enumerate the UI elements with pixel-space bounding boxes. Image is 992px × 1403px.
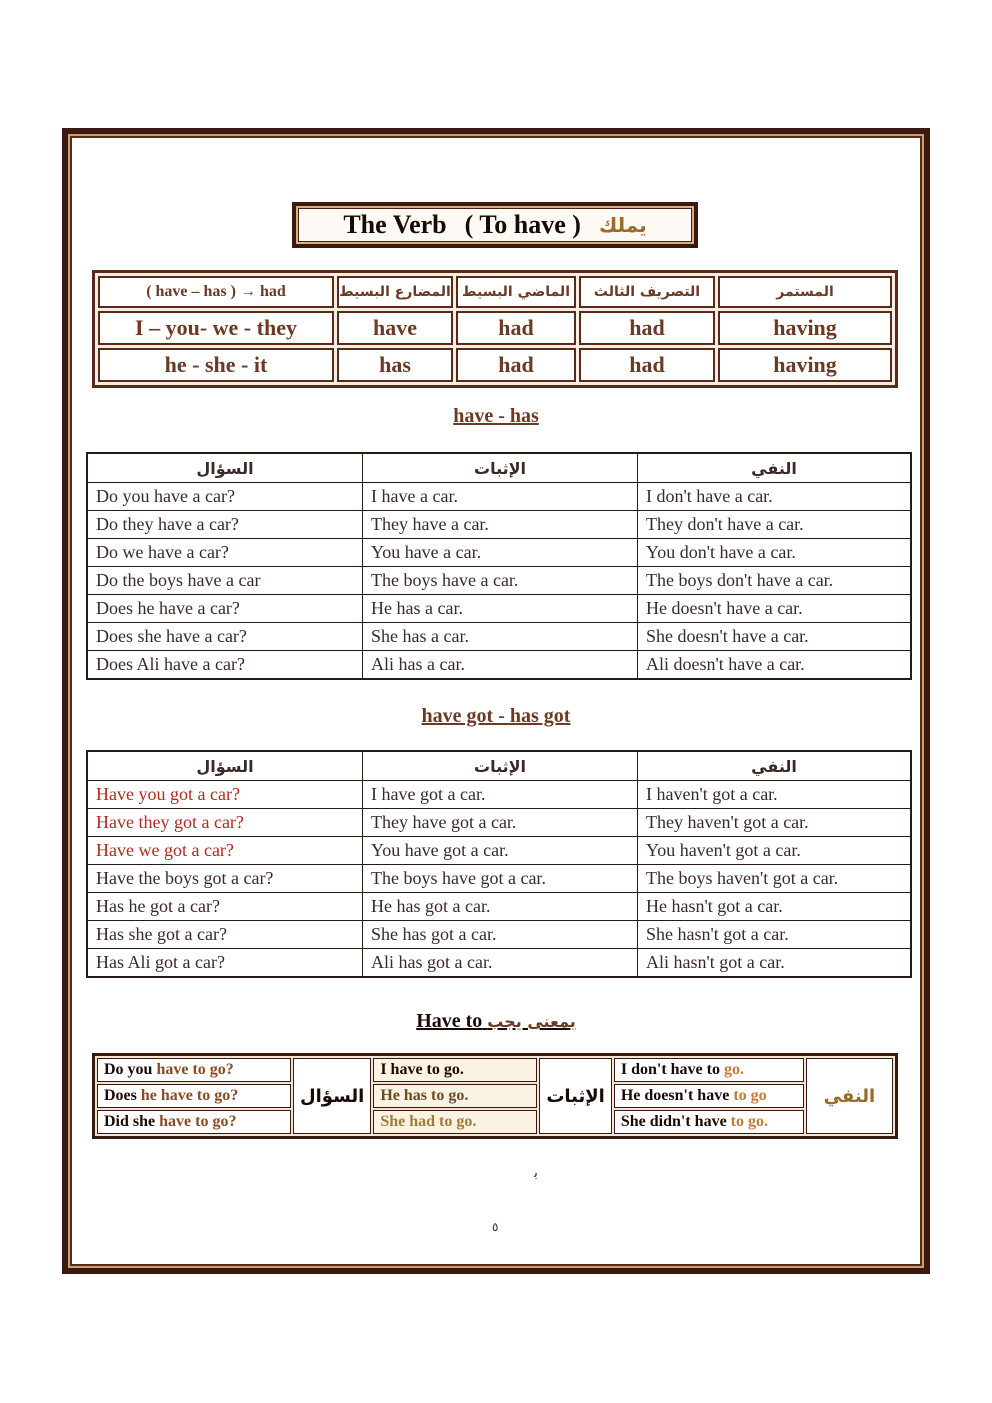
negative-cell: Ali doesn't have a car. <box>638 651 912 680</box>
section3-title <box>396 1010 596 1033</box>
title-paren: ( To have ) <box>464 210 581 239</box>
affirmative-cell: He has to go. <box>373 1084 537 1108</box>
affirmative-cell: I have got a car. <box>363 781 638 809</box>
conj-header-forms: ( have – has ) → had <box>98 276 334 308</box>
conj-participle: had <box>579 311 715 345</box>
header-question: السؤال <box>87 751 363 781</box>
conjugation-row <box>98 348 892 382</box>
conj-present: have <box>337 311 453 345</box>
table-row <box>87 865 911 893</box>
table-row <box>87 623 911 651</box>
negative-cell: The boys haven't got a car. <box>638 865 912 893</box>
affirmative-cell: They have a car. <box>363 511 638 539</box>
question-cell: Have the boys got a car? <box>87 865 363 893</box>
title-arabic: يملك <box>598 213 647 237</box>
section3-title-english: Have to <box>416 1010 483 1032</box>
table-row <box>87 567 911 595</box>
affirmative-cell: You have a car. <box>363 539 638 567</box>
affirmative-cell: She had to go. <box>373 1110 537 1134</box>
have-got-table <box>86 750 912 978</box>
conj-present: has <box>337 348 453 382</box>
label-negative: النفي <box>806 1058 893 1134</box>
have-to-table <box>92 1053 898 1139</box>
table-row <box>97 1058 893 1082</box>
table-row <box>87 651 911 680</box>
conj-continuous: having <box>718 348 892 382</box>
question-cell: Have you got a car? <box>87 781 363 809</box>
conj-continuous: having <box>718 311 892 345</box>
conjugation-table <box>92 270 898 388</box>
section1-title: have - has <box>453 405 539 427</box>
page-number: ٥ <box>492 1220 499 1234</box>
affirmative-cell: I have to go. <box>373 1058 537 1082</box>
negative-cell: I haven't got a car. <box>638 781 912 809</box>
section3-title-arabic: بمعنى يجب <box>487 1012 576 1031</box>
conj-past: had <box>456 348 576 382</box>
question-cell: Does he have to go? <box>97 1084 291 1108</box>
affirmative-cell: I have a car. <box>363 483 638 511</box>
question-cell: Do you have to go? <box>97 1058 291 1082</box>
affirmative-cell: Ali has a car. <box>363 651 638 680</box>
question-cell: Has Ali got a car? <box>87 949 363 978</box>
negative-cell: He doesn't have to go <box>614 1084 804 1108</box>
negative-cell: The boys don't have a car. <box>638 567 912 595</box>
table-row <box>97 1110 893 1134</box>
negative-cell: She hasn't got a car. <box>638 921 912 949</box>
table-row <box>87 595 911 623</box>
affirmative-cell: He has a car. <box>363 595 638 623</box>
question-cell: Do you have a car? <box>87 483 363 511</box>
header-affirmative: الإثبات <box>363 751 638 781</box>
negative-cell: He hasn't got a car. <box>638 893 912 921</box>
header-affirmative: الإثبات <box>363 453 638 483</box>
negative-cell: You haven't got a car. <box>638 837 912 865</box>
negative-cell: Ali hasn't got a car. <box>638 949 912 978</box>
conjugation-header-row <box>98 276 892 308</box>
negative-cell: They haven't got a car. <box>638 809 912 837</box>
table-row <box>87 809 911 837</box>
conjugation-row <box>98 311 892 345</box>
table-row <box>87 539 911 567</box>
affirmative-cell: She has got a car. <box>363 921 638 949</box>
affirmative-cell: The boys have a car. <box>363 567 638 595</box>
question-cell: Have they got a car? <box>87 809 363 837</box>
title-english: The Verb <box>343 210 447 239</box>
negative-cell: She doesn't have a car. <box>638 623 912 651</box>
question-cell: Does she have a car? <box>87 623 363 651</box>
negative-cell: I don't have a car. <box>638 483 912 511</box>
section2-title: have got - has got <box>421 705 571 727</box>
negative-cell: He doesn't have a car. <box>638 595 912 623</box>
header-negative: النفي <box>638 453 912 483</box>
conj-past: had <box>456 311 576 345</box>
table-row <box>87 837 911 865</box>
question-cell: Has he got a car? <box>87 893 363 921</box>
affirmative-cell: They have got a car. <box>363 809 638 837</box>
affirmative-cell: The boys have got a car. <box>363 865 638 893</box>
question-cell: Does he have a car? <box>87 595 363 623</box>
table-header-row <box>87 453 911 483</box>
have-has-table <box>86 452 912 680</box>
negative-cell: You don't have a car. <box>638 539 912 567</box>
label-question: السؤال <box>293 1058 371 1134</box>
question-cell: Do the boys have a car <box>87 567 363 595</box>
table-header-row <box>87 751 911 781</box>
table-row <box>87 483 911 511</box>
affirmative-cell: She has a car. <box>363 623 638 651</box>
negative-cell: I don't have to go. <box>614 1058 804 1082</box>
conj-participle: had <box>579 348 715 382</box>
conj-header-past: الماضي البسيط <box>456 276 576 308</box>
conj-subject: he - she - it <box>98 348 334 382</box>
table-row <box>87 893 911 921</box>
footer-mark: ﺑ <box>534 1166 538 1181</box>
question-cell: Have we got a car? <box>87 837 363 865</box>
table-row <box>87 949 911 978</box>
header-question: السؤال <box>87 453 363 483</box>
label-affirmative: الإثبات <box>539 1058 612 1134</box>
conj-subject: I – you- we - they <box>98 311 334 345</box>
question-cell: Does Ali have a car? <box>87 651 363 680</box>
question-cell: Do they have a car? <box>87 511 363 539</box>
conj-header-participle: التصريف الثالث <box>579 276 715 308</box>
table-row <box>97 1084 893 1108</box>
affirmative-cell: Ali has got a car. <box>363 949 638 978</box>
table-row <box>87 921 911 949</box>
affirmative-cell: He has got a car. <box>363 893 638 921</box>
negative-cell: They don't have a car. <box>638 511 912 539</box>
table-row <box>87 781 911 809</box>
question-cell: Did she have to go? <box>97 1110 291 1134</box>
question-cell: Do we have a car? <box>87 539 363 567</box>
affirmative-cell: You have got a car. <box>363 837 638 865</box>
question-cell: Has she got a car? <box>87 921 363 949</box>
table-row <box>87 511 911 539</box>
header-negative: النفي <box>638 751 912 781</box>
title-box <box>292 202 698 248</box>
negative-cell: She didn't have to go. <box>614 1110 804 1134</box>
conj-header-continuous: المستمر <box>718 276 892 308</box>
conj-header-present: المضارع البسيط <box>337 276 453 308</box>
